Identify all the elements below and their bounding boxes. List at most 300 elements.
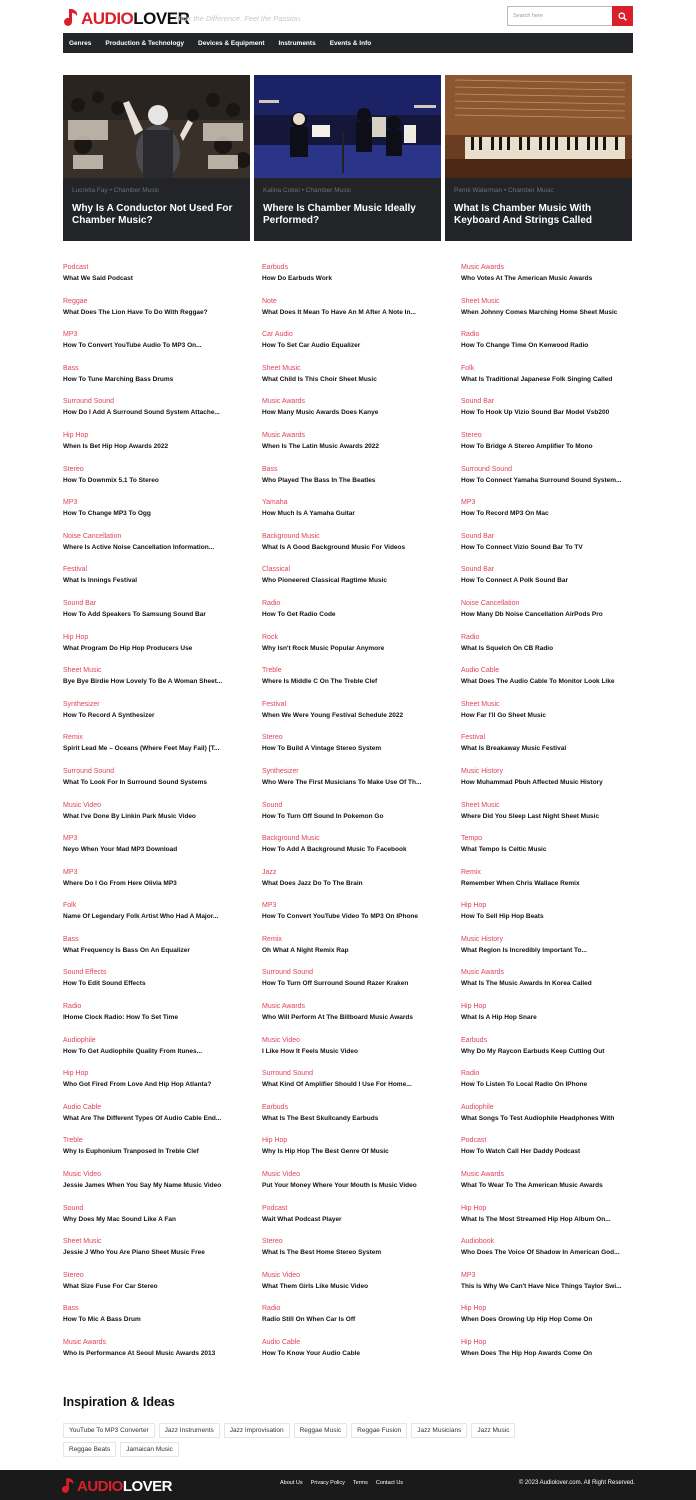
article-title-link[interactable]: How To Tune Marching Bass Drums (63, 375, 174, 383)
article-list-item (63, 801, 241, 835)
article-category-link[interactable]: Audio Cable (461, 667, 500, 675)
article-list-item (63, 431, 241, 465)
article-category-link[interactable]: Sheet Music (461, 297, 500, 305)
featured-card[interactable] (445, 75, 632, 241)
article-list-item (262, 364, 440, 398)
article-title-link[interactable]: Where Is Middle C On The Treble Clef (262, 678, 378, 686)
article-title-link[interactable]: When Is The Latin Music Awards 2022 (262, 442, 380, 450)
article-list-item (262, 1136, 440, 1170)
featured-image-harpsichord[interactable] (445, 75, 632, 178)
article-title-link[interactable]: Bye Bye Birdie How Lovely To Be A Woman Sheet... (63, 678, 223, 686)
article-category-link[interactable]: Synthesizer (262, 767, 299, 775)
article-list-item (63, 565, 241, 599)
article-category-link[interactable]: MP3 (461, 499, 476, 507)
article-title-link[interactable]: How To Watch Call Her Daddy Podcast (461, 1148, 581, 1156)
article-list-item (63, 465, 241, 499)
article-category-link[interactable]: Music Awards (262, 1003, 306, 1011)
article-title-link[interactable]: Why Is Hip Hop The Best Genre Of Music (262, 1148, 389, 1156)
tag-link[interactable]: Reggae Music (294, 1423, 348, 1438)
logo-wordmark (77, 1479, 172, 1494)
article-title-link[interactable]: How To Sell Hip Hop Beats (461, 913, 544, 921)
article-category-link[interactable]: Folk (461, 364, 475, 372)
article-title-link[interactable]: Remember When Chris Wallace Remix (461, 879, 580, 887)
footer-link-about[interactable]: About Us (280, 1480, 303, 1486)
article-title-link[interactable]: What Is The Most Streamed Hip Hop Album On... (461, 1215, 611, 1223)
article-category-link[interactable]: Stereo (63, 1271, 84, 1279)
article-title-link[interactable]: When Does The Hip Hop Awards Come On (461, 1350, 593, 1357)
article-category-link[interactable]: Sound (63, 1204, 84, 1212)
article-title-link[interactable]: Who Votes At The American Music Awards (461, 275, 593, 282)
article-title-link[interactable]: What Kind Of Amplifier Should I Use For Home... (262, 1081, 412, 1089)
article-list-item (262, 935, 440, 969)
article-category-link[interactable]: Earbuds (262, 1103, 289, 1111)
tag-link[interactable]: Reggae Beats (63, 1442, 116, 1457)
article-category-link[interactable]: Sheet Music (461, 700, 500, 708)
article-list-item (461, 330, 639, 364)
article-category-link[interactable]: Surround Sound (262, 1070, 313, 1078)
article-title-link[interactable]: What Songs To Test Audiophile Headphones With (461, 1114, 615, 1122)
article-category-link[interactable]: Background Music (262, 532, 320, 540)
article-title-link[interactable]: This Is Why We Can't Have Nice Things Taylor Swi... (461, 1282, 622, 1290)
article-category-link[interactable]: Background Music (262, 835, 320, 843)
article-list-item (63, 1002, 241, 1036)
article-title-link[interactable]: What Region Is Incredibly Important To... (461, 946, 587, 954)
article-category-link[interactable]: Radio (262, 1305, 281, 1313)
article-category-link[interactable]: Sound Effects (63, 969, 107, 977)
article-title-link[interactable]: Name Of Legendary Folk Artist Who Had A Major... (63, 913, 219, 921)
footer-logo[interactable] (61, 1477, 172, 1495)
article-title-link[interactable]: What Does It Mean To Have An M After A Note In... (262, 308, 416, 316)
featured-title[interactable]: Why Is A Conductor Not Used For Chamber Music? (72, 203, 233, 226)
article-title-link[interactable]: What Is Innings Festival (63, 577, 138, 585)
article-title-link[interactable]: Who Does The Voice Of Shadow In American God... (461, 1249, 620, 1257)
article-title-link[interactable]: Where Do I Go From Here Olivia MP3 (63, 879, 177, 887)
article-list-item (262, 1036, 440, 1070)
article-list-item (461, 1271, 639, 1305)
article-list-item (63, 1103, 241, 1137)
article-category-link[interactable]: Music Video (262, 1171, 301, 1179)
article-category-link[interactable]: Sound Bar (461, 532, 495, 540)
featured-title[interactable]: Where Is Chamber Music Ideally Performed? (263, 203, 416, 226)
article-list-item (461, 1136, 639, 1170)
article-title-link[interactable]: How To Add Speakers To Samsung Sound Bar (63, 610, 206, 618)
article-category-link[interactable]: Remix (63, 734, 83, 742)
article-list-item (461, 1304, 639, 1338)
article-category-link[interactable]: Stereo (461, 431, 482, 439)
article-title-link[interactable]: How To Hook Up Vizio Sound Bar Model Vsb200 (461, 409, 610, 417)
article-list-item (63, 700, 241, 734)
article-title-link[interactable]: Who Played The Bass In The Beatles (262, 476, 376, 484)
article-category-link[interactable]: Bass (63, 1305, 79, 1313)
article-title-link[interactable]: How To Get Radio Code (262, 610, 336, 618)
nav-item-events-info[interactable]: Events & Info (329, 39, 372, 47)
article-list-item (63, 297, 241, 331)
article-title-link[interactable]: Why Does My Mac Sound Like A Fan (63, 1215, 176, 1223)
article-category-link[interactable]: Hip Hop (63, 431, 89, 439)
article-list-item (63, 263, 241, 297)
article-category-link[interactable]: Audiobook (461, 1238, 495, 1246)
article-title-link[interactable]: What Does The Audio Cable To Monitor Look Like (461, 678, 615, 686)
article-category-link[interactable]: MP3 (262, 902, 277, 910)
article-list-item (461, 465, 639, 499)
article-category-link[interactable]: Stereo (262, 734, 283, 742)
article-list-item (63, 1237, 241, 1271)
article-category-link[interactable]: Sound (262, 801, 283, 809)
article-title-link[interactable]: What Program Do Hip Hop Producers Use (63, 644, 193, 652)
article-category-link[interactable]: Music Video (63, 1171, 102, 1179)
article-title-link[interactable]: How To Edit Sound Effects (63, 980, 146, 988)
article-title-link[interactable]: How To Know Your Audio Cable (262, 1350, 360, 1357)
article-title-link[interactable]: What Them Girls Like Music Video (262, 1282, 369, 1290)
site-tagline: Hear the Difference. Feel the Passion. (175, 14, 303, 23)
tag-link[interactable]: Reggae Fusion (351, 1423, 407, 1438)
article-title-link[interactable]: What Tempo Is Celtic Music (461, 846, 547, 854)
article-category-link[interactable]: Music Awards (262, 431, 306, 439)
featured-title[interactable]: What Is Chamber Music With Keyboard And Strings Called (454, 203, 592, 226)
article-title-link[interactable]: I Like How It Feels Music Video (262, 1047, 358, 1055)
article-list-item (63, 532, 241, 566)
article-title-link[interactable]: How To Convert YouTube Video To MP3 On IPhone (262, 913, 419, 921)
article-title-link[interactable]: Neyo When Your Mad MP3 Download (63, 846, 178, 854)
article-title-link[interactable]: Why Do My Raycon Earbuds Keep Cutting Out (461, 1047, 605, 1055)
article-title-link[interactable]: How To Turn Off Sound In Pokemon Go (262, 812, 384, 820)
article-title-link[interactable]: How Many Music Awards Does Kanye (262, 409, 379, 417)
article-category-link[interactable]: Treble (63, 1137, 83, 1145)
article-column (461, 263, 639, 1372)
article-title-link[interactable]: What Does Jazz Do To The Brain (262, 879, 363, 887)
article-title-link[interactable]: When Is Bet Hip Hop Awards 2022 (63, 442, 169, 450)
footer-link-terms[interactable]: Terms (352, 1480, 368, 1486)
article-title-link[interactable]: How To Listen To Local Radio On IPhone (461, 1081, 588, 1089)
article-column (63, 263, 241, 1372)
article-category-link[interactable]: Surround Sound (461, 465, 512, 473)
article-category-link[interactable]: Music Awards (461, 264, 505, 271)
article-category-link[interactable]: Radio (461, 331, 480, 339)
article-title-link[interactable]: What Is The Music Awards In Korea Called (461, 980, 592, 988)
article-list-item (63, 330, 241, 364)
article-title-link[interactable]: What To Wear To The American Music Awards (461, 1182, 603, 1190)
article-column (262, 263, 440, 1372)
article-title-link[interactable]: How To Add A Background Music To Facebook (262, 846, 407, 854)
tag-link[interactable]: Jamaican Music (120, 1442, 179, 1457)
featured-image-conductor[interactable] (63, 75, 250, 178)
article-category-link[interactable]: Sheet Music (461, 801, 500, 809)
featured-card[interactable] (63, 75, 250, 241)
logo-word-audio: AUDIO (81, 8, 134, 28)
article-title-link[interactable]: Why Is Euphonium Tranposed In Treble Clef (63, 1148, 199, 1156)
article-list-item (461, 700, 639, 734)
site-logo[interactable] (63, 6, 189, 30)
article-category-link[interactable]: Hip Hop (63, 1070, 89, 1078)
article-category-link[interactable]: Reggae (63, 297, 88, 305)
article-title-link[interactable]: How Muhammad Pbuh Affected Music History (461, 778, 603, 786)
article-category-link[interactable]: Podcast (262, 1204, 288, 1212)
article-title-link[interactable]: Wait What Podcast Player (262, 1215, 342, 1223)
article-title-link[interactable]: How To Record MP3 On Mac (461, 510, 549, 518)
article-title-link[interactable]: What Are The Different Types Of Audio Cable End... (63, 1114, 222, 1122)
article-category-link[interactable]: Synthesizer (63, 700, 100, 708)
article-category-link[interactable]: Radio (461, 1070, 480, 1078)
article-category-link[interactable]: Hip Hop (461, 1204, 487, 1212)
article-list-item (461, 1069, 639, 1103)
article-title-link[interactable]: Where Is Active Noise Cancellation Information... (63, 543, 215, 551)
article-category-link[interactable]: Tempo (461, 835, 483, 843)
article-category-link[interactable]: Yamaha (262, 499, 288, 507)
article-category-link[interactable]: Music Video (63, 801, 102, 809)
article-title-link[interactable]: What Frequency Is Bass On An Equalizer (63, 946, 190, 954)
article-title-link[interactable]: How Many Db Noise Cancellation AirPods Pro (461, 610, 603, 618)
article-category-link[interactable]: Hip Hop (461, 902, 487, 910)
article-title-link[interactable]: How To Set Car Audio Equalizer (262, 342, 361, 350)
article-title-link[interactable]: What Is Squelch On CB Radio (461, 644, 554, 652)
article-category-link[interactable]: Audio Cable (262, 1339, 301, 1346)
article-category-link[interactable]: Treble (262, 667, 282, 675)
article-title-link[interactable]: How To Connect Vizio Sound Bar To TV (461, 543, 583, 551)
search-input[interactable] (507, 6, 613, 26)
article-category-link[interactable]: Earbuds (262, 264, 289, 271)
article-list-item (262, 498, 440, 532)
article-category-link[interactable]: Podcast (63, 264, 89, 271)
article-category-link[interactable]: Remix (262, 935, 282, 943)
article-category-link[interactable]: Remix (461, 868, 481, 876)
article-title-link[interactable]: How To Connect Yamaha Surround Sound System... (461, 476, 622, 484)
article-list-item (461, 263, 639, 297)
article-title-link[interactable]: What To Look For In Surround Sound Systems (63, 778, 207, 786)
article-list-item (262, 767, 440, 801)
article-list-item (262, 1103, 440, 1137)
article-category-link[interactable]: Noise Cancellation (461, 599, 520, 607)
article-list-item (63, 1136, 241, 1170)
article-category-link[interactable]: Audio Cable (63, 1103, 102, 1111)
article-title-link[interactable]: How To Record A Synthesizer (63, 711, 155, 719)
article-title-link[interactable]: How To Change MP3 To Ogg (63, 510, 151, 518)
article-category-link[interactable]: Sheet Music (63, 1238, 102, 1246)
article-list-item (262, 1069, 440, 1103)
article-list-item (262, 901, 440, 935)
article-title-link[interactable]: How To Connect A Polk Sound Bar (461, 577, 569, 585)
article-category-link[interactable]: Stereo (63, 465, 84, 473)
article-category-link[interactable]: Surround Sound (63, 767, 114, 775)
article-category-link[interactable]: Music Awards (461, 1171, 505, 1179)
article-list-item (262, 666, 440, 700)
article-category-link[interactable]: Radio (262, 599, 281, 607)
article-list-item (461, 801, 639, 835)
featured-meta: Kalina Cottel • Chamber Music (263, 187, 352, 194)
article-title-link[interactable]: What Is Breakaway Music Festival (461, 745, 567, 753)
article-list-item (262, 263, 440, 297)
article-title-link[interactable]: How To Mic A Bass Drum (63, 1316, 141, 1324)
article-category-link[interactable]: Audiophile (63, 1036, 96, 1044)
featured-card[interactable] (254, 75, 441, 241)
article-title-link[interactable]: What I've Done By Linkin Park Music Video (63, 812, 196, 820)
article-title-link[interactable]: Put Your Money Where Your Mouth Is Music Video (262, 1182, 417, 1190)
article-title-link[interactable]: What Is The Best Home Stereo System (262, 1249, 382, 1257)
article-category-link[interactable]: MP3 (63, 331, 78, 339)
article-title-link[interactable]: IHome Clock Radio: How To Set Time (63, 1014, 178, 1022)
article-title-link[interactable]: Who Were The First Musicians To Make Use Of Th... (262, 778, 422, 786)
search-button[interactable] (612, 6, 633, 26)
article-category-link[interactable]: Note (262, 297, 277, 305)
tag-link[interactable]: Jazz Improvisation (224, 1423, 290, 1438)
music-note-logo-icon (61, 1477, 75, 1495)
article-title-link[interactable]: Why Isn't Rock Music Popular Anymore (262, 644, 385, 652)
article-list-item (461, 1002, 639, 1036)
article-title-link[interactable]: Where Did You Sleep Last Night Sheet Music (461, 812, 600, 820)
tag-link[interactable]: Jazz Music (471, 1423, 515, 1438)
article-category-link[interactable]: Rock (262, 633, 278, 641)
article-list-item (63, 935, 241, 969)
article-title-link[interactable]: When We Were Young Festival Schedule 2022 (262, 711, 404, 719)
logo-word-lover: LOVER (122, 1477, 173, 1495)
article-title-link[interactable]: How To Bridge A Stereo Amplifier To Mono (461, 442, 593, 450)
article-category-link[interactable]: Hip Hop (461, 1339, 487, 1346)
article-category-link[interactable]: Surround Sound (63, 398, 114, 406)
article-title-link[interactable]: Oh What A Night Remix Rap (262, 946, 349, 954)
article-category-link[interactable]: Music History (461, 767, 504, 775)
nav-item-instruments[interactable]: Instruments (278, 39, 316, 47)
article-list-item (262, 1237, 440, 1271)
article-category-link[interactable]: Bass (63, 364, 79, 372)
logo-wordmark (81, 10, 189, 27)
article-list-item (461, 297, 639, 331)
article-category-link[interactable]: Sound Bar (63, 599, 97, 607)
nav-item-production-technology[interactable]: Production & Technology (105, 39, 185, 47)
article-category-link[interactable]: Radio (63, 1003, 82, 1011)
article-category-link[interactable]: Audiophile (461, 1103, 494, 1111)
article-list-item (461, 633, 639, 667)
article-category-link[interactable]: Hip Hop (461, 1003, 487, 1011)
article-list-item (461, 1036, 639, 1070)
tag-link[interactable]: YouTube To MP3 Converter (63, 1423, 155, 1438)
article-category-link[interactable]: Festival (63, 566, 88, 574)
article-category-link[interactable]: Music Awards (63, 1339, 107, 1346)
article-category-link[interactable]: Folk (63, 902, 77, 910)
article-category-link[interactable]: MP3 (461, 1271, 476, 1279)
article-category-link[interactable]: Podcast (461, 1137, 487, 1145)
article-title-link[interactable]: How To Convert YouTube Audio To MP3 On... (63, 342, 202, 350)
article-list-item (262, 1338, 440, 1372)
article-list-item (63, 1271, 241, 1305)
featured-image-chamber-concert[interactable] (254, 75, 441, 178)
article-title-link[interactable]: Jessie J Who You Are Piano Sheet Music Free (63, 1249, 205, 1257)
article-title-link[interactable]: Who Got Fired From Love And Hip Hop Atlanta? (63, 1081, 212, 1089)
article-list-item (63, 1304, 241, 1338)
article-category-link[interactable]: Festival (461, 734, 486, 742)
footer-link-contact[interactable]: Contact Us (375, 1480, 404, 1486)
article-title-link[interactable]: What Is The Best Skullcandy Earbuds (262, 1114, 379, 1122)
article-title-link[interactable]: What Is A Good Background Music For Videos (262, 543, 406, 551)
article-category-link[interactable]: MP3 (63, 835, 78, 843)
article-list-item (262, 431, 440, 465)
article-list-item (461, 901, 639, 935)
article-title-link[interactable]: Who Is Performance At Seoul Music Awards 2013 (63, 1350, 216, 1357)
article-category-link[interactable]: Music History (461, 935, 504, 943)
article-title-link[interactable]: What Child Is This Choir Sheet Music (262, 375, 377, 383)
article-category-link[interactable]: Surround Sound (262, 969, 313, 977)
article-category-link[interactable]: MP3 (63, 868, 78, 876)
article-title-link[interactable]: How To Downmix 5.1 To Stereo (63, 476, 159, 484)
article-category-link[interactable]: Sound Bar (461, 566, 495, 574)
article-title-link[interactable]: How To Build A Vintage Stereo System (262, 745, 382, 753)
article-category-link[interactable]: Car Audio (262, 331, 293, 339)
article-title-link[interactable]: Spirit Lead Me – Oceans (Where Feet May Fail) [T... (63, 745, 220, 753)
article-list-item (461, 1103, 639, 1137)
article-category-link[interactable]: Hip Hop (63, 633, 89, 641)
article-category-link[interactable]: Hip Hop (461, 1305, 487, 1313)
article-list-item (63, 901, 241, 935)
article-category-link[interactable]: Music Video (262, 1036, 301, 1044)
article-title-link[interactable]: What We Said Podcast (63, 275, 133, 282)
site-footer (0, 1470, 696, 1500)
article-title-link[interactable]: How To Turn Off Surround Sound Razer Kraken (262, 980, 409, 988)
article-title-link[interactable]: How Do Earbuds Work (262, 275, 332, 282)
article-title-link[interactable]: When Does Growing Up Hip Hop Come On (461, 1316, 593, 1324)
article-title-link[interactable]: Radio Still On When Car Is Off (262, 1316, 356, 1324)
article-category-link[interactable]: Stereo (262, 1238, 283, 1246)
nav-item-genres[interactable]: Genres (69, 39, 92, 47)
article-title-link[interactable]: What Size Fuse For Car Stereo (63, 1282, 158, 1290)
article-list-item (63, 968, 241, 1002)
article-title-link[interactable]: How Much Is A Yamaha Guitar (262, 510, 355, 518)
article-category-link[interactable]: Earbuds (461, 1036, 488, 1044)
nav-item-devices-equipment[interactable]: Devices & Equipment (198, 39, 265, 47)
article-list-item (461, 1237, 639, 1271)
article-list-item (63, 1069, 241, 1103)
article-category-link[interactable]: Sheet Music (262, 364, 301, 372)
article-category-link[interactable]: Sound Bar (461, 398, 495, 406)
tag-link[interactable]: Jazz Musicians (411, 1423, 467, 1438)
article-category-link[interactable]: Sheet Music (63, 667, 102, 675)
article-category-link[interactable]: Music Awards (262, 398, 306, 406)
article-title-link[interactable]: Who Will Perform At The Billboard Music Awards (262, 1014, 414, 1022)
article-list-item (63, 633, 241, 667)
article-title-link[interactable]: How To Get Audiophile Quality From Itunes... (63, 1047, 203, 1055)
article-title-link[interactable]: How Far I'll Go Sheet Music (461, 711, 546, 719)
article-category-link[interactable]: Music Video (262, 1271, 301, 1279)
article-title-link[interactable]: What Does The Lion Have To Do With Reggae? (63, 308, 208, 316)
article-list-item (63, 599, 241, 633)
article-list-item (63, 1338, 241, 1372)
article-category-link[interactable]: Jazz (262, 868, 277, 876)
tag-link[interactable]: Jazz Instruments (159, 1423, 220, 1438)
article-category-link[interactable]: Festival (262, 700, 287, 708)
article-list-item (63, 767, 241, 801)
search-icon (618, 12, 627, 21)
article-list-item (262, 733, 440, 767)
article-list-item (461, 397, 639, 431)
article-title-link[interactable]: Jessie James When You Say My Name Music Video (63, 1182, 222, 1190)
article-category-link[interactable]: Hip Hop (262, 1137, 288, 1145)
article-list-item (461, 364, 639, 398)
article-title-link[interactable]: When Johnny Comes Marching Home Sheet Music (461, 308, 618, 316)
article-category-link[interactable]: Bass (262, 465, 278, 473)
article-title-link[interactable]: What Is Traditional Japanese Folk Singing Called (461, 375, 613, 383)
article-list-item (262, 1002, 440, 1036)
article-title-link[interactable]: How Do I Add A Surround Sound System Attache... (63, 409, 220, 417)
site-header (63, 6, 633, 30)
article-category-link[interactable]: MP3 (63, 499, 78, 507)
article-category-link[interactable]: Noise Cancellation (63, 532, 122, 540)
article-title-link[interactable]: What Is A Hip Hop Snare (461, 1014, 537, 1022)
article-title-link[interactable]: How To Change Time On Kenwood Radio (461, 342, 589, 350)
article-category-link[interactable]: Radio (461, 633, 480, 641)
article-category-link[interactable]: Music Awards (461, 969, 505, 977)
article-category-link[interactable]: Classical (262, 566, 291, 574)
article-category-link[interactable]: Bass (63, 935, 79, 943)
footer-link-privacy[interactable]: Privacy Policy (310, 1480, 345, 1486)
article-list-item (63, 868, 241, 902)
article-title-link[interactable]: Who Pioneered Classical Ragtime Music (262, 577, 387, 585)
